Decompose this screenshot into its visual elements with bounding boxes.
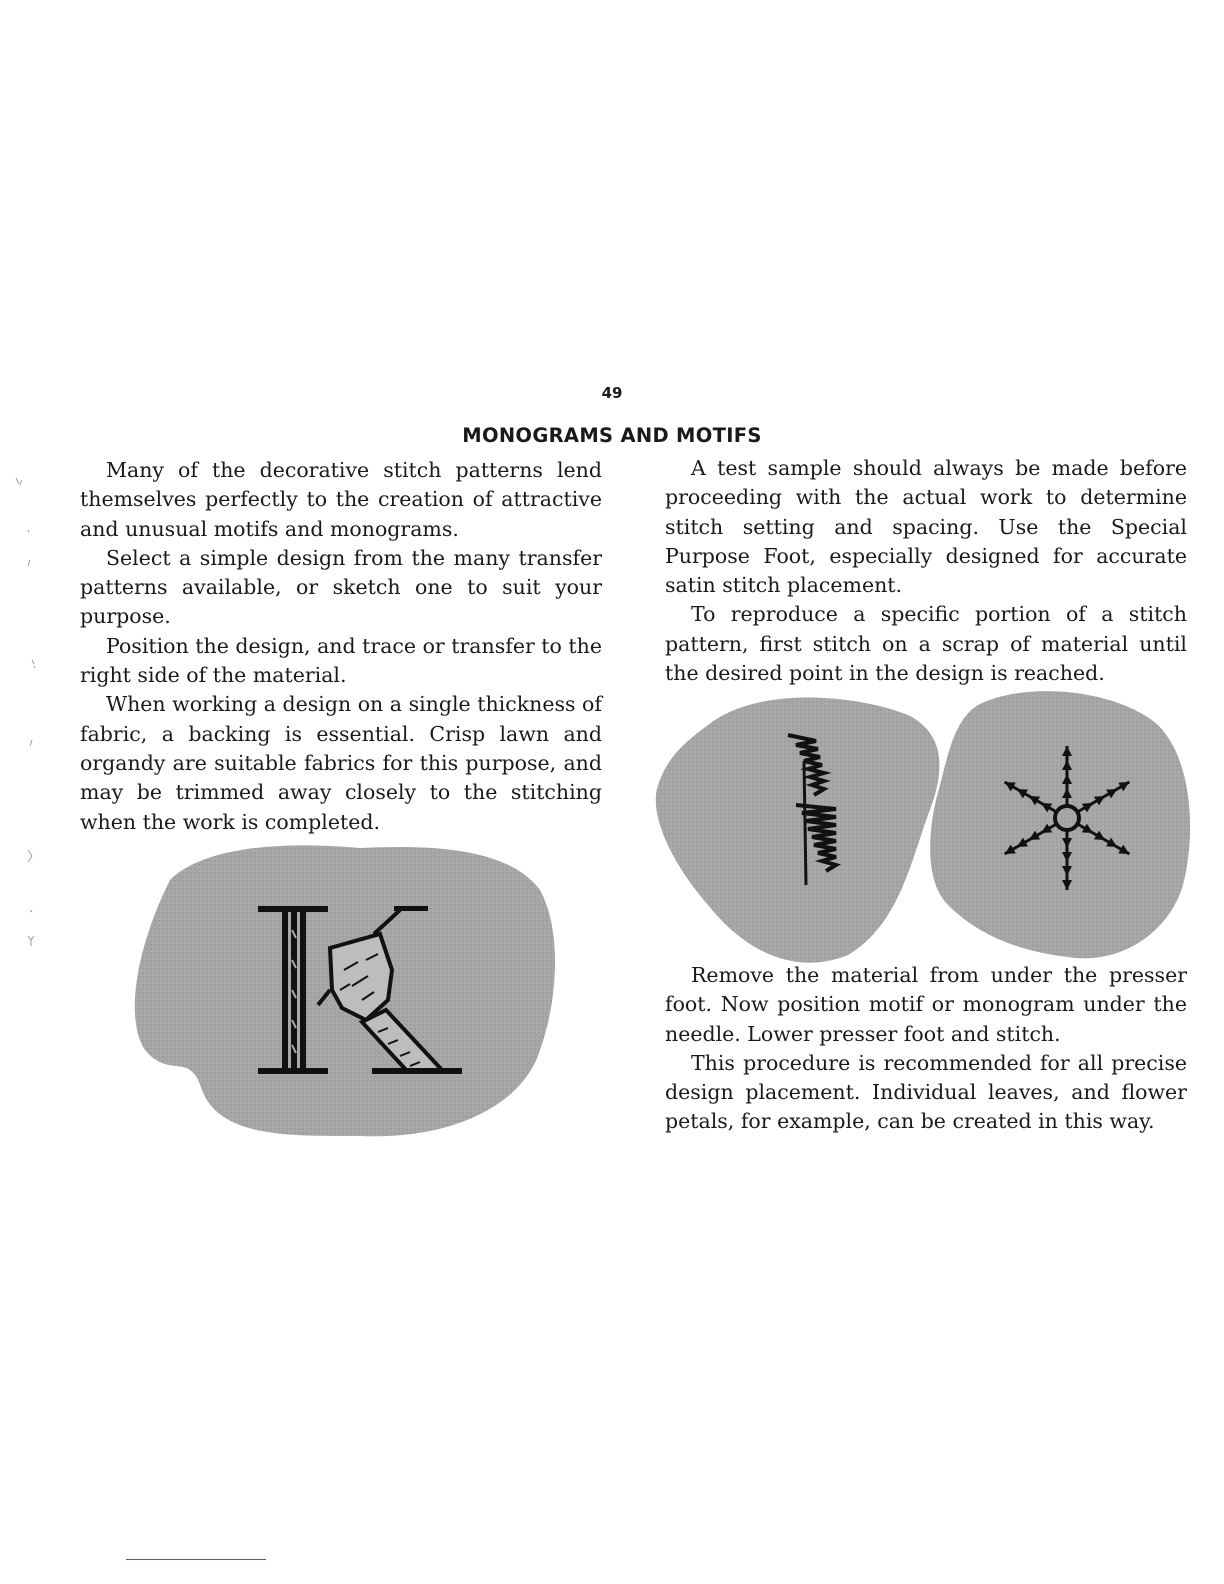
stitch-motifs-illustration <box>648 685 1204 967</box>
scan-margin-marks <box>8 470 38 970</box>
left-column <box>80 456 602 837</box>
paragraph: To reproduce a specific portion of a stitch pattern, first stitch on a scrap of material until the desired point in the design is reached. <box>665 602 1187 686</box>
monogram-k-illustration <box>130 840 560 1140</box>
page-title: MONOGRAMS AND MOTIFS <box>462 424 762 447</box>
footer-rule <box>126 1559 266 1560</box>
paragraph: This procedure is recommended for all precise design placement. Individual leaves, and flower petals, for example, can be created in this way. <box>665 1050 1187 1134</box>
right-column-top <box>665 454 1187 688</box>
paragraph: Select a simple design from the many transfer patterns available, or sketch one to suit your purpose. <box>80 545 602 629</box>
fabric-swatch-right <box>930 691 1190 958</box>
page-number: 49 <box>601 384 623 402</box>
paragraph: When working a design on a single thickness of fabric, a backing is essential. Crisp lawn and organdy are suitable fabrics for this purpose, and may be trimmed away closely to the stitching when the work is completed. <box>80 692 602 834</box>
paragraph: Many of the decorative stitch patterns lend themselves perfectly to the creation of attractive and unusual motifs and monograms. <box>80 458 602 541</box>
right-column-bottom <box>665 961 1187 1137</box>
paragraph: A test sample should always be made before proceeding with the actual work to determine stitch setting and spacing. Use the Special Purpose Foot, especially designed for accurate satin stitch placement. <box>665 456 1187 598</box>
paragraph: Remove the material from under the presser foot. Now position motif or monogram under the needle. Lower presser foot and stitch. <box>665 963 1187 1046</box>
paragraph: Position the design, and trace or transfer to the right side of the material. <box>80 633 602 688</box>
